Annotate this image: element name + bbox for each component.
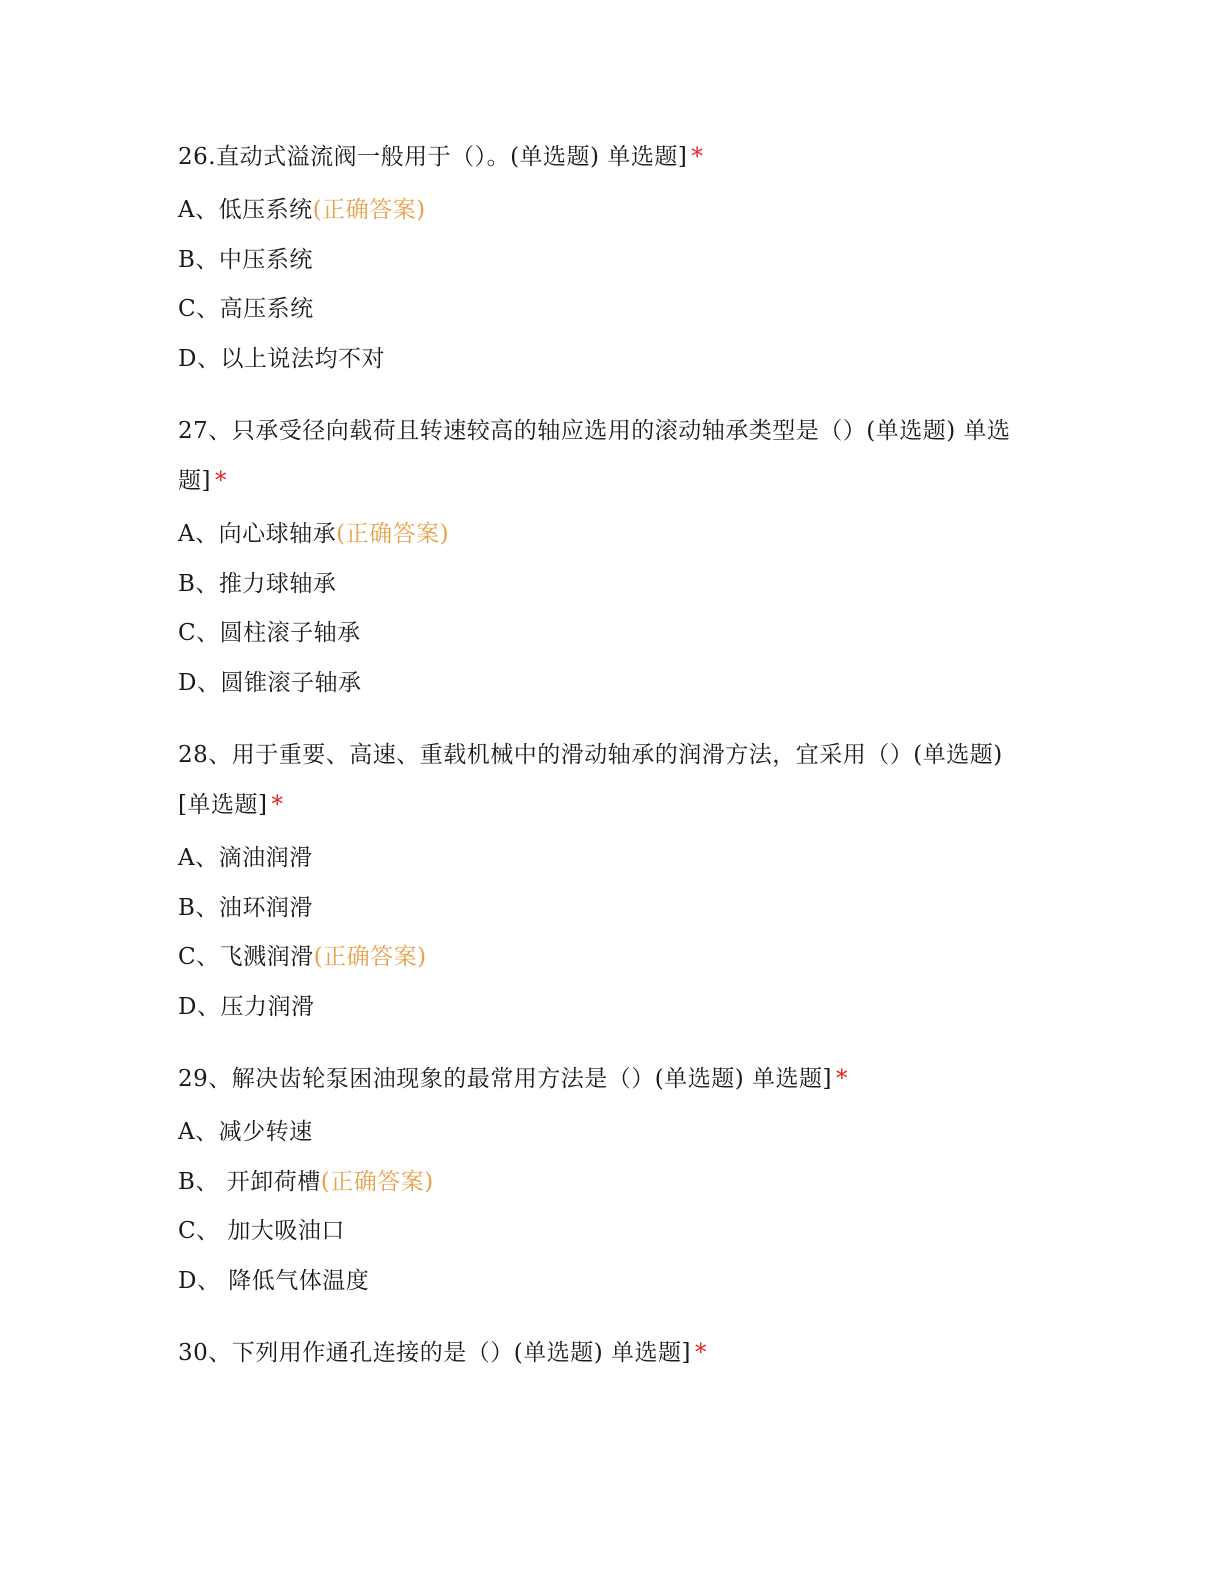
correct-answer-tag: (正确答案)	[320, 1168, 434, 1195]
option-d[interactable]	[178, 983, 1038, 1033]
option-letter: D、	[178, 345, 221, 372]
option-d[interactable]	[178, 335, 1038, 385]
question-26	[178, 132, 1038, 384]
required-asterisk: *	[695, 1340, 707, 1366]
option-text: 减少转速	[218, 1119, 313, 1145]
option-text: 开卸荷槽	[218, 1168, 321, 1195]
option-d[interactable]	[178, 659, 1038, 709]
option-b[interactable]	[178, 560, 1038, 610]
option-letter: A、	[178, 1119, 219, 1145]
option-letter: B、	[178, 894, 219, 921]
option-letter: A、	[178, 845, 219, 871]
option-letter: C、	[178, 620, 220, 646]
option-letter: C、	[178, 944, 220, 970]
option-text: 中压系统	[218, 246, 313, 273]
option-a[interactable]	[178, 186, 1038, 236]
option-c[interactable]	[178, 1207, 1038, 1257]
option-text: 飞溅润滑	[219, 944, 314, 970]
question-28	[178, 730, 1038, 1032]
option-text: 低压系统	[218, 197, 313, 223]
correct-answer-tag: (正确答案)	[312, 197, 426, 223]
question-text: 30、下列用作通孔连接的是（）(单选题) 单选题]	[178, 1340, 691, 1366]
option-text: 油环润滑	[218, 894, 313, 921]
required-asterisk: *	[214, 468, 227, 494]
option-d[interactable]	[178, 1257, 1038, 1307]
option-letter: D、	[178, 669, 221, 696]
question-30	[178, 1328, 1038, 1378]
option-text: 高压系统	[219, 296, 314, 322]
option-c[interactable]	[178, 933, 1038, 983]
option-c[interactable]	[178, 609, 1038, 659]
option-a[interactable]	[178, 1108, 1038, 1158]
option-text: 以上说法均不对	[220, 345, 385, 372]
option-letter: C、	[178, 296, 220, 322]
required-asterisk: *	[836, 1066, 848, 1092]
question-title	[178, 132, 1038, 182]
option-text: 圆柱滚子轴承	[219, 620, 361, 646]
option-text: 滴油润滑	[218, 845, 313, 871]
option-letter: B、	[178, 246, 219, 273]
option-text: 圆锥滚子轴承	[220, 669, 362, 696]
question-title	[178, 406, 1038, 506]
option-b[interactable]	[178, 1158, 1038, 1208]
option-a[interactable]	[178, 834, 1038, 884]
required-asterisk: *	[691, 144, 704, 170]
question-title	[178, 1054, 1038, 1104]
option-text: 压力润滑	[220, 993, 315, 1020]
option-letter: A、	[178, 197, 219, 223]
question-list	[178, 132, 1038, 1378]
option-b[interactable]	[178, 236, 1038, 286]
question-text: 26.直动式溢流阀一般用于（）。(单选题) 单选题]	[178, 144, 688, 170]
question-29	[178, 1054, 1038, 1306]
option-text: 加大吸油口	[219, 1218, 345, 1244]
option-text: 降低气体温度	[220, 1267, 370, 1294]
question-title	[178, 1328, 1038, 1378]
option-letter: A、	[178, 521, 219, 547]
option-text: 向心球轴承	[218, 521, 337, 547]
question-title	[178, 730, 1038, 830]
option-letter: B、	[178, 570, 219, 597]
option-c[interactable]	[178, 285, 1038, 335]
option-a[interactable]	[178, 510, 1038, 560]
option-b[interactable]	[178, 884, 1038, 934]
question-text: 29、解决齿轮泵困油现象的最常用方法是（）(单选题) 单选题]	[178, 1066, 832, 1092]
option-letter: D、	[178, 993, 221, 1020]
correct-answer-tag: (正确答案)	[336, 521, 450, 547]
required-asterisk: *	[271, 792, 284, 818]
option-text: 推力球轴承	[218, 570, 337, 597]
option-letter: D、	[178, 1267, 221, 1294]
question-text: 27、只承受径向载荷且转速较高的轴应选用的滚动轴承类型是（）(单选题) 单选题]	[178, 418, 1011, 494]
question-27	[178, 406, 1038, 708]
question-text: 28、用于重要、高速、重载机械中的滑动轴承的润滑方法，宜采用（）(单选题) [单选题]	[178, 742, 1003, 818]
correct-answer-tag: (正确答案)	[313, 944, 427, 970]
option-letter: B、	[178, 1168, 219, 1195]
option-letter: C、	[178, 1218, 220, 1244]
